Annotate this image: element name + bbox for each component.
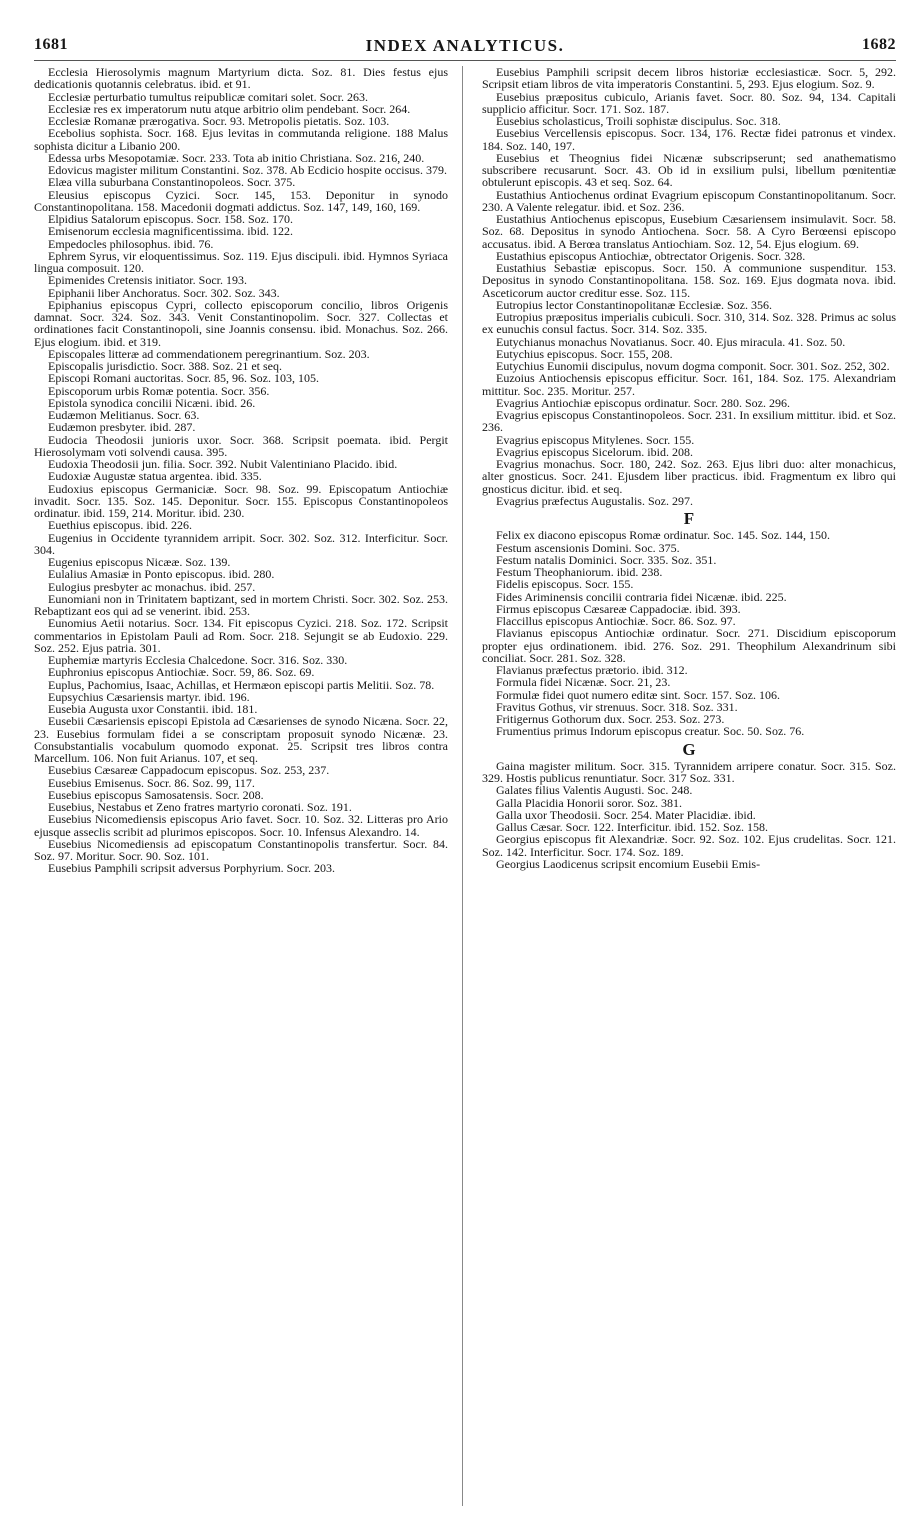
index-entry: Epistola synodica concilii Nicæni. ibid. 26. [48,395,256,410]
index-entry: Fidelis episcopus. Socr. 155. [496,577,634,592]
index-entry: Epimenides Cretensis initiator. Socr. 193. [48,273,247,288]
index-entry: Ecclesia Hierosolymis magnum Martyrium dicta. Soz. 81. Dies festus ejus dedicationis quotannis celebratus. ibid. et 91. [34,66,448,92]
index-entry: Eutropius lector Constantinopolitanæ Ecclesiæ. Soz. 356. [496,297,772,312]
index-entry: Eugenius in Occidente tyrannidem arripit. Socr. 302. Soz. 312. Interficitur. Socr. 304. [34,530,448,557]
index-entry: Ecebolius sophista. Socr. 168. Ejus levitas in commutanda religione. 188 Malus sophista dicitur a Libanio 200. [34,126,448,153]
index-entry: Flaccillus episcopus Antiochiæ. Socr. 86. Soz. 97. [496,614,736,628]
index-entry: Eusebius Pamphili scripsit decem libros historiæ ecclesiasticæ. Socr. 5, 292. Scripsit etiam libros de vita imperatoris Constantini. 5, 293. Ejus elogium. Soz. 9. [482,66,896,92]
index-entry: Eusebius Nicomediensis ad episcopatum Constantinopolis transfertur. Socr. 84. Soz. 97. Moritur. Socr. 90. Soz. 101. [34,836,448,863]
index-entry: Euphemiæ martyris Ecclesia Chalcedone. Socr. 316. Soz. 330. [48,653,348,667]
index-entry: Eustathius Sebastiæ episcopus. Socr. 150. A communione suspenditur. 153. Depositus in synodo Constantinopolitana. 158. Soz. 169. Ejus dogmata nova. ibid. Asceticorum auctor creditur esse. Soz. 115. [482,261,896,300]
index-entry: Eusebius præpositus cubiculo, Arianis favet. Socr. 80. Soz. 94, 134. Capitali supplicio afficitur. Socr. 171. Soz. 187. [482,89,896,116]
right-column [482,66,896,1528]
index-entry: Fritigernus Gothorum dux. Socr. 253. Soz. 273. [496,712,725,726]
index-entry: Frumentius primus Indorum episcopus creatur. Soc. 50. Soz. 76. [496,724,805,739]
index-entry: Gallus Cæsar. Socr. 122. Interficitur. ibid. 152. Soz. 158. [496,820,768,834]
index-entry: Firmus episcopus Cæsareæ Cappadociæ. ibid. 393. [496,601,741,616]
index-entry: Eusebius Vercellensis episcopus. Socr. 134, 176. Rectæ fidei patronus et vindex. 184. Soz. 140, 197. [482,126,896,153]
index-entry: Eutychius episcopus. Socr. 155, 208. [496,346,673,361]
index-entry: Georgius episcopus fit Alexandriæ. Socr. 92. Soz. 102. Ejus crudelitas. Socr. 121. Soz. 142. Interficitur. Socr. 174. Soz. 189. [482,832,896,859]
section-letter: G [682,739,696,759]
index-entry: Epiphanius episcopus Cypri, collecto episcoporum concilio, libros Origenis damnat. Socr. 324. Soz. 343. Venit Constantinopolim. Socr. 327. Collectas et ordinationes facit Constantinopoli, sine Joannis consensu. ibid. Monachus. Soz. 266. Ejus elogium. ibid. et 319. [34,297,448,349]
index-entry: Eugenius episcopus Nicææ. Soz. 139. [48,555,231,569]
index-entry: Episcopalis jurisdictio. Socr. 388. Soz. 21 et seq. [48,359,282,373]
index-entry: Eusebius Nicomediensis episcopus Ario favet. Socr. 10. Soz. 32. Litteras pro Ario ejusque asseclis scribit ad plurimos episcopos. Socr. 10. Infensus Alexandro. 14. [34,812,448,839]
index-entry: Epiphanii liber Anchoratus. Socr. 302. Soz. 343. [48,285,280,300]
index-entry: Eutychianus monachus Novatianus. Socr. 40. Ejus miracula. 41. Soz. 50. [496,334,846,349]
index-entry: Euethius episcopus. ibid. 226. [48,518,192,533]
index-entry: Festum natalis Dominici. Socr. 335. Soz. 351. [496,552,717,567]
index-entry: Eulalius Amasiæ in Ponto episcopus. ibid. 280. [48,567,275,582]
index-entry: Georgius Laodicenus scripsit encomium Eusebii Emis- [496,856,761,871]
index-entry: Fides Ariminensis concilii contraria fidei Nicænæ. ibid. 225. [496,589,787,604]
index-entry: Eudæmon presbyter. ibid. 287. [48,420,196,435]
header-rule [34,60,896,61]
index-entry: Flavianus episcopus Antiochiæ ordinatur. Socr. 271. Discidium episcoporum propter ejus ordinationem. ibid. 276. Soz. 291. Theophilum Alexandrinum sibi conciliat. Socr. 281. Soz. 328. [482,626,896,665]
index-entry: Eudæmon Melitianus. Socr. 63. [48,408,200,422]
index-entry: Eusebius episcopus Samosatensis. Socr. 208. [48,787,264,802]
index-entry: Galates filius Valentis Augusti. Soc. 248. [496,783,693,798]
left-column [34,66,448,1528]
index-entry: Festum Theophaniorum. ibid. 238. [496,565,663,579]
index-entry: Eleusius episcopus Cyzici. Socr. 145, 153. Deponitur in synodo Constantinopolitana. 158. Macedonii dogmati addictus. Soz. 147, 149, 160, 169. [34,187,448,214]
right-page-number: 1682 [862,36,896,53]
index-entry: Ecclesiæ Romanæ prærogativa. Socr. 93. Metropolis pietatis. Soz. 103. [48,114,390,128]
index-entry: Eudoxia Theodosii jun. filia. Socr. 392. Nubit Valentiniano Placido. ibid. [48,457,398,471]
index-entry: Eusebius et Theognius fidei Nicænæ subscripserunt; sed anathematismo subscribere recusarunt. Socr. 43. Ob id in exsilium pulsi, libellum pœnitentiæ obtulerunt episcopis. 43 et seq. Soz. 64. [482,150,896,190]
index-entry: Evagrius præfectus Augustalis. Soz. 297. [496,493,693,508]
index-entry: Euplus, Pachomius, Isaac, Achillas, et Hermæon episcopi partis Melitii. Soz. 78. [48,677,435,692]
index-entry: Episcopales litteræ ad commendationem peregrinantium. Soz. 203. [48,346,370,361]
index-entry: Episcopi Romani auctoritas. Socr. 85, 96. Soz. 103, 105. [48,371,319,386]
column-divider [462,66,463,1506]
index-entry: Empedocles philosophus. ibid. 76. [48,236,214,251]
left-page-number: 1681 [34,36,68,53]
index-entry: Eusebius, Nestabus et Zeno fratres martyrio coronati. Soz. 191. [48,800,352,814]
index-entry: Evagrius Antiochiæ episcopus ordinatur. Socr. 280. Soz. 296. [496,395,790,410]
index-entry: Fravitus Gothus, vir strenuus. Socr. 318. Soz. 331. [496,699,738,714]
index-entry: Eusebia Augusta uxor Constantii. ibid. 181. [48,702,258,716]
index-entry: Eupsychius Cæsariensis martyr. ibid. 196. [48,689,250,704]
index-entry: Eudoxiæ Augustæ statua argentea. ibid. 335. [48,469,262,484]
index-entry: Episcoporum urbis Romæ potentia. Socr. 356. [48,383,270,398]
index-entry: Euphronius episcopus Antiochiæ. Socr. 59, 86. Soz. 69. [48,665,315,680]
index-entry: Eustathius episcopus Antiochiæ, obtrectator Origenis. Socr. 328. [496,248,806,263]
index-entry: Eusebii Cæsariensis episcopi Epistola ad Cæsarienses de synodo Nicæna. Socr. 22, 23. Eusebius formulam fidei a se conscriptam proposuit synodo Nicænæ. 23. Consubstantialis vocabulum quomodo exponat. 25. Scripsit tres libros contra Marcellum. 106. Non fuit Arianus. 107, et seq. [34,714,448,765]
index-entry: Eusebius Emisenus. Socr. 86. Soz. 99, 117. [48,775,255,790]
index-entry: Eustathius Antiochenus episcopus, Eusebium Cæsariensem insimulavit. Socr. 58. Soz. 68. Depositus in synodo Antiochena. Socr. 58. A Cyro Berœensi episcopo accusatus. ibid. A Berœa translatus Antiochiam. Soz. 12, 54. Ejus elogium. 69. [482,212,896,251]
index-entry: Eusebius Cæsareæ Cappadocum episcopus. Soz. 253, 237. [48,763,330,778]
index-entry: Gaina magister militum. Socr. 315. Tyrannidem arripere conatur. Socr. 315. Soz. 329. Hostis publicus renuntiatur. Socr. 317 Soz. 331. [482,758,896,785]
index-entry: Euzoius Antiochensis episcopus efficitur. Socr. 161, 184. Soz. 175. Alexandriam mittitur. Soc. 235. Moritur. 257. [482,371,896,398]
page-title: INDEX ANALYTICUS. [365,36,565,55]
index-entry: Eusebius Pamphili scripsit adversus Porphyrium. Socr. 203. [48,861,335,876]
index-entry: Evagrius monachus. Socr. 180, 242. Soz. 263. Ejus libri duo: alter monachicus, alter gnosticus. Socr. 241. Ejusdem liber practicus. ibid. Fragmentum ex libro qui gnosticus dicitur. ibid. et seq. [482,457,896,496]
index-entry: Ecclesiæ res ex imperatorum nutu atque arbitrio olim pendebant. Socr. 264. [48,101,411,116]
index-entry: Evagrius episcopus Sicelorum. ibid. 208. [496,444,693,459]
index-entry: Edovicus magister militum Constantini. Soz. 378. Ab Ecdicio hospite occisus. 379. [48,163,447,177]
index-entry: Festum ascensionis Domini. Soc. 375. [496,540,680,555]
index-entry: Galla uxor Theodosii. Socr. 254. Mater Placidiæ. ibid. [496,807,756,822]
index-entry: Eunomius Aetii notarius. Socr. 134. Fit episcopus Cyzici. 218. Soz. 172. Scripsit commentarios in Epistolam Pauli ad Rom. Socr. 218. Sejungit se ab Eudoxio. 229. Soz. 252. Ejus patria. 301. [34,616,448,655]
index-entry: Formulæ fidei quot numero editæ sint. Socr. 157. Soz. 106. [496,687,780,702]
index-entry: Eustathius Antiochenus ordinat Evagrium episcopum Constantinopolitanum. Socr. 230. A Valente relegatur. ibid. et Soz. 236. [482,187,896,214]
index-entry: Felix ex diacono episcopus Romæ ordinatur. Soc. 145. Soz. 144, 150. [496,528,830,543]
index-entry: Eutropius præpositus imperialis cubiculi. Socr. 310, 314. Soz. 328. Primus ac solus ex eunuchis consul factus. Socr. 314. Soz. 335. [482,310,896,337]
index-entry: Ecclesiæ perturbatio tumultus reipublicæ comitari solet. Socr. 263. [48,89,368,104]
index-entry: Evagrius episcopus Mitylenes. Socr. 155. [496,432,695,447]
index-entry: Eusebius scholasticus, Troili sophistæ discipulus. Soc. 318. [496,114,781,128]
index-entry: Eutychius Eunomii discipulus, novum dogma componit. Socr. 301. Soz. 252, 302. [496,359,890,373]
index-entry: Eudoxius episcopus Germaniciæ. Socr. 98. Soz. 99. Episcopatum Antiochiæ invadit. Socr. 135. Soz. 145. Deponitur. Socr. 155. Episcopus Constantinopoleos ordinatur. ibid. 159, 214. Moritur. ibid. 230. [34,481,448,520]
index-entry: Emisenorum ecclesia magnificentissima. ibid. 122. [48,224,293,239]
index-entry: Elæa villa suburbana Constantinopoleos. Socr. 375. [48,175,296,190]
index-entry: Evagrius episcopus Constantinopoleos. Socr. 231. In exsilium mittitur. ibid. et Soz. 236. [482,408,896,435]
index-entry: Formula fidei Nicænæ. Socr. 21, 23. [496,675,671,690]
index-entry: Elpidius Satalorum episcopus. Socr. 158. Soz. 170. [48,212,293,226]
index-entry: Edessa urbs Mesopotamiæ. Socr. 233. Tota ab initio Christiana. Soz. 216, 240. [48,150,425,165]
index-entry: Galla Placidia Honorii soror. Soz. 381. [496,795,682,810]
section-letter: F [683,509,695,528]
index-entry: Ephrem Syrus, vir eloquentissimus. Soz. 119. Ejus discipuli. ibid. Hymnos Syriaca lingua composuit. 120. [34,248,448,275]
index-entry: Eudocia Theodosii junioris uxor. Socr. 368. Scripsit poemata. ibid. Pergit Hierosolymam voti solvendi causa. 395. [34,432,448,459]
index-entry: Flavianus præfectus prætorio. ibid. 312. [496,663,688,677]
index-entry: Eulogius presbyter ac monachus. ibid. 257. [48,579,256,594]
index-entry: Eunomiani non in Trinitatem baptizant, sed in mortem Christi. Socr. 302. Soz. 253. Rebaptizant eos qui ad se venerint. ibid. 253. [34,591,448,618]
